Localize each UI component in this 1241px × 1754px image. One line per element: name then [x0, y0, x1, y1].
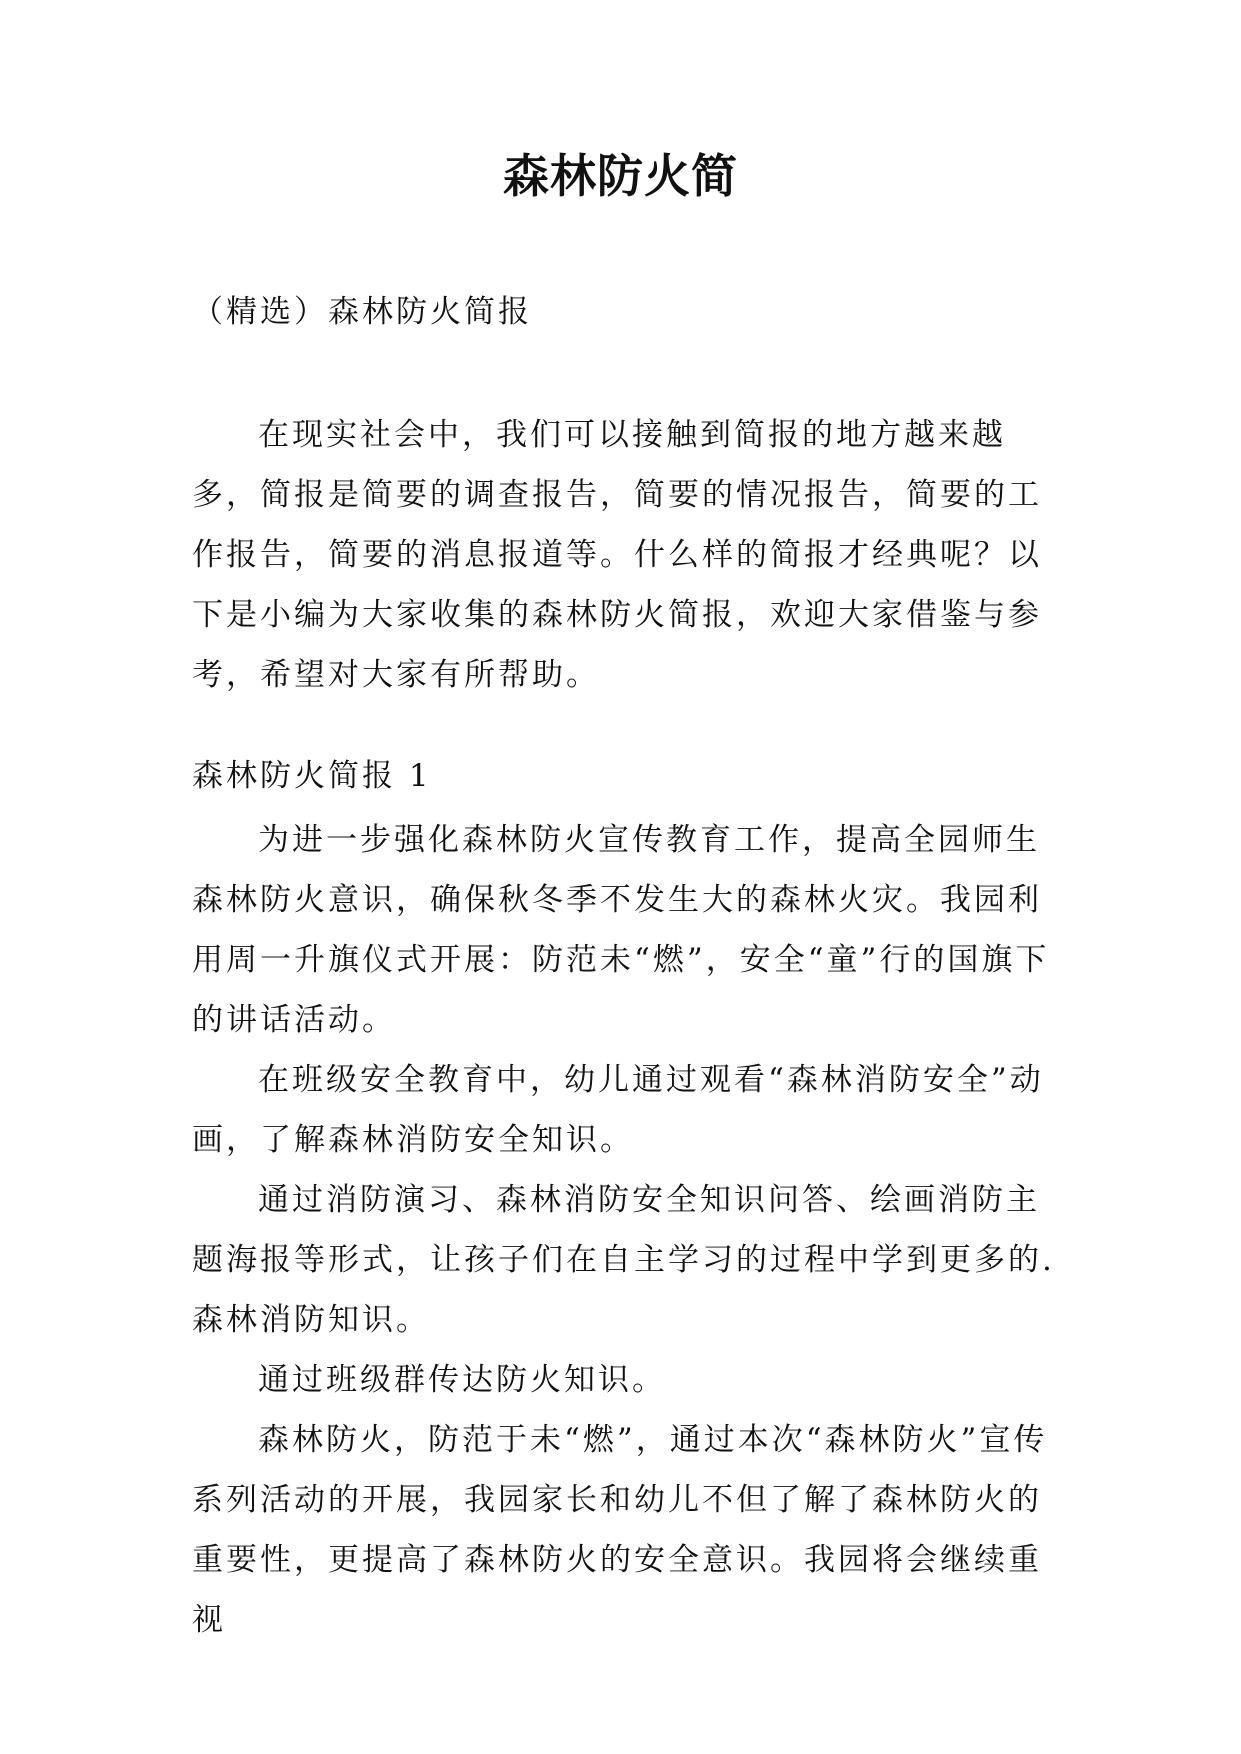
section-heading: 森林防火简报 1: [192, 758, 432, 794]
body-paragraph: 在班级安全教育中，幼儿通过观看“森林消防安全”动画，了解森林消防安全知识。: [192, 1062, 1044, 1158]
body-paragraph: 森林防火，防范于未“燃”，通过本次“森林防火”宣传系列活动的开展，我园家长和幼儿不但了解了森林防火的重要性，更提高了森林防火的安全意识。我园将会继续重视: [192, 1422, 1048, 1638]
document-title: 森林防火简: [503, 149, 738, 203]
body-paragraph: 通过班级群传达防火知识。: [258, 1362, 666, 1398]
body-paragraph: 为进一步强化森林防火宣传教育工作，提高全园师生森林防火意识，确保秋冬季不发生大的森林火灾。我园利用周一升旗仪式开展：防范未“燃”，安全“童”行的国旗下的讲话活动。: [192, 822, 1050, 1038]
body-paragraph: 通过消防演习、森林消防安全知识问答、绘画消防主题海报等形式，让孩子们在自主学习的过程中学到更多的.森林消防知识。: [192, 1182, 1055, 1338]
intro-paragraph: 在现实社会中，我们可以接触到简报的地方越来越多，简报是简要的调查报告，简要的情况报告，简要的工作报告，简要的消息报道等。什么样的简报才经典呢？以下是小编为大家收集的森林防火简报，欢迎大家借鉴与参考，希望对大家有所帮助。: [192, 417, 1042, 693]
document-subtitle: （精选）森林防火简报: [192, 294, 532, 330]
section-body: [192, 810, 1060, 1650]
